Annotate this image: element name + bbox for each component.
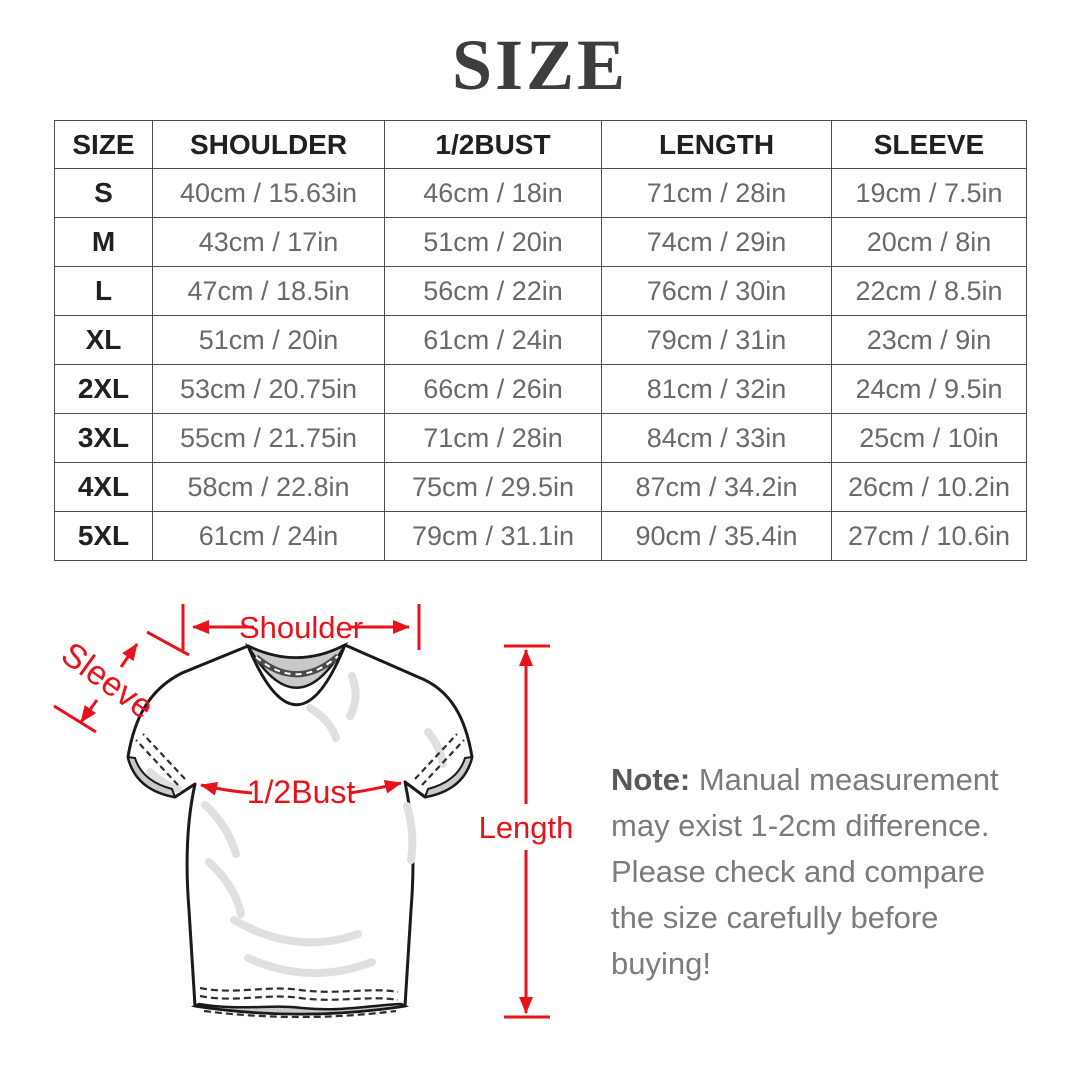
sleeve-cell: 20cm / 8in — [832, 218, 1027, 267]
table-row — [55, 169, 1027, 218]
tshirt-silhouette — [128, 645, 472, 1014]
size-cell: 5XL — [55, 512, 153, 561]
bust-cell: 75cm / 29.5in — [385, 463, 602, 512]
bust-cell: 66cm / 26in — [385, 365, 602, 414]
size-cell: M — [55, 218, 153, 267]
length-cell: 90cm / 35.4in — [602, 512, 832, 561]
tshirt-measurement-diagram — [0, 580, 600, 1080]
shoulder-cell: 61cm / 24in — [153, 512, 385, 561]
table-row — [55, 463, 1027, 512]
length-dimension — [479, 646, 574, 1017]
size-cell: 2XL — [55, 365, 153, 414]
length-cell: 71cm / 28in — [602, 169, 832, 218]
shoulder-cell: 51cm / 20in — [153, 316, 385, 365]
dimension-arrow — [81, 700, 97, 722]
shoulder-cell: 40cm / 15.63in — [153, 169, 385, 218]
column-header-bust: 1/2BUST — [385, 121, 602, 169]
table-row — [55, 316, 1027, 365]
sleeve-cell: 27cm / 10.6in — [832, 512, 1027, 561]
shoulder-cell: 55cm / 21.75in — [153, 414, 385, 463]
size-cell: 3XL — [55, 414, 153, 463]
table-row — [55, 218, 1027, 267]
shoulder-dimension — [183, 604, 419, 650]
table-row — [55, 365, 1027, 414]
length-label: Length — [478, 810, 574, 845]
length-cell: 84cm / 33in — [602, 414, 832, 463]
sleeve-label: Sleeve — [54, 634, 161, 727]
shoulder-cell: 43cm / 17in — [153, 218, 385, 267]
bust-label: 1/2Bust — [246, 774, 356, 810]
length-cell: 74cm / 29in — [602, 218, 832, 267]
bust-cell: 61cm / 24in — [385, 316, 602, 365]
table-header-row — [55, 121, 1027, 169]
bust-cell: 56cm / 22in — [385, 267, 602, 316]
page-title: SIZE — [451, 25, 629, 105]
dimension-arrow — [121, 644, 137, 667]
length-cell: 81cm / 32in — [602, 365, 832, 414]
shoulder-cell: 58cm / 22.8in — [153, 463, 385, 512]
shoulder-cell: 53cm / 20.75in — [153, 365, 385, 414]
note-text: Manual measurement may exist 1-2cm difference. Please check and compare the size carefully before buying! — [611, 762, 999, 981]
length-cell: 79cm / 31in — [602, 316, 832, 365]
sleeve-cell: 26cm / 10.2in — [832, 463, 1027, 512]
note — [611, 757, 1029, 987]
table-row — [55, 512, 1027, 561]
size-cell: S — [55, 169, 153, 218]
length-cell: 76cm / 30in — [602, 267, 832, 316]
size-cell: 4XL — [55, 463, 153, 512]
bust-cell: 71cm / 28in — [385, 414, 602, 463]
bust-cell: 51cm / 20in — [385, 218, 602, 267]
size-table — [54, 120, 1027, 561]
length-cell: 87cm / 34.2in — [602, 463, 832, 512]
bust-cell: 46cm / 18in — [385, 169, 602, 218]
tshirt-drawing — [128, 645, 472, 1017]
sleeve-cell: 23cm / 9in — [832, 316, 1027, 365]
column-header-length: LENGTH — [602, 121, 832, 169]
bust-cell: 79cm / 31.1in — [385, 512, 602, 561]
shoulder-label: Shoulder — [238, 610, 364, 645]
column-header-sleeve: SLEEVE — [832, 121, 1027, 169]
column-header-size: SIZE — [55, 121, 153, 169]
size-cell: XL — [55, 316, 153, 365]
shoulder-cell: 47cm / 18.5in — [153, 267, 385, 316]
table-row — [55, 414, 1027, 463]
note-label: Note: — [611, 762, 691, 797]
sleeve-cell: 25cm / 10in — [832, 414, 1027, 463]
sleeve-cell: 22cm / 8.5in — [832, 267, 1027, 316]
size-cell: L — [55, 267, 153, 316]
table-row — [55, 267, 1027, 316]
column-header-shoulder: SHOULDER — [153, 121, 385, 169]
sleeve-cell: 24cm / 9.5in — [832, 365, 1027, 414]
sleeve-cell: 19cm / 7.5in — [832, 169, 1027, 218]
